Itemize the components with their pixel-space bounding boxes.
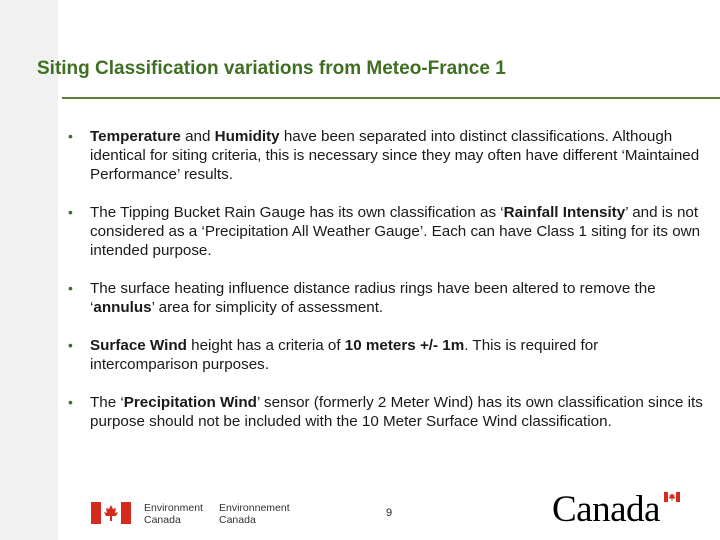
dept-name-french	[219, 502, 290, 526]
bullet-glyph: •	[68, 394, 73, 410]
bullet-item	[68, 203, 708, 260]
bullet-text: ’ sensor (formerly 2 Meter Wind) has its own classification since its purpose should not be included with the 10 Meter Surface Wind classification.	[90, 394, 703, 430]
bullet-item	[68, 127, 708, 184]
dept-fr-line1: Environnement	[219, 502, 290, 514]
environment-canada-signature	[91, 502, 311, 530]
title-divider	[62, 97, 720, 99]
bullet-text-bold: Precipitation Wind	[123, 394, 257, 411]
bullet-item	[68, 336, 708, 374]
bullet-text: The ‘	[90, 394, 124, 411]
bullet-text: . This is required for intercomparison purposes.	[90, 337, 599, 373]
canada-wordmark-flag-icon	[664, 492, 680, 502]
bullet-list	[68, 127, 708, 450]
bullet-text-bold: annulus	[93, 299, 152, 316]
canada-wordmark: Canada	[552, 489, 660, 530]
page-number: 9	[386, 507, 393, 519]
bullet-glyph: •	[68, 128, 73, 144]
slide-title: Siting Classification variations from Meteo-France 1	[37, 58, 506, 79]
bullet-text: The surface heating influence distance radius rings have been altered to remove the ‘	[90, 280, 656, 316]
bullet-item	[68, 393, 708, 431]
bullet-text-bold: Rainfall Intensity	[503, 204, 626, 221]
bullet-text: and	[180, 128, 215, 145]
left-band	[0, 0, 58, 540]
dept-fr-line2: Canada	[219, 514, 256, 526]
bullet-text-bold: Surface Wind	[90, 337, 187, 354]
bullet-text: The Tipping Bucket Rain Gauge has its own classification as ‘	[90, 204, 504, 221]
dept-en-line1: Environment	[144, 502, 203, 514]
dept-en-line2: Canada	[144, 514, 181, 526]
bullet-text-bold: Humidity	[214, 128, 280, 145]
canada-flag-icon	[91, 502, 131, 524]
bullet-text: ’ and is not considered as a ‘Precipitation All Weather Gauge’. Each can have Class 1 siting for its own intended purpose.	[90, 204, 701, 259]
bullet-glyph: •	[68, 280, 73, 296]
bullet-item	[68, 279, 708, 317]
bullet-glyph: •	[68, 204, 73, 220]
bullet-text: height has a criteria of	[186, 337, 345, 354]
bullet-text-bold: Temperature	[90, 128, 181, 145]
bullet-glyph: •	[68, 337, 73, 353]
bullet-text: have been separated into distinct classifications. Although identical for siting criteria, this is necessary since they may often have different ‘Maintained Performance’ results.	[90, 128, 700, 183]
bullet-text-bold: 10 meters +/- 1m	[344, 337, 465, 354]
bullet-text: ’ area for simplicity of assessment.	[151, 299, 384, 316]
dept-name-english	[144, 502, 203, 526]
